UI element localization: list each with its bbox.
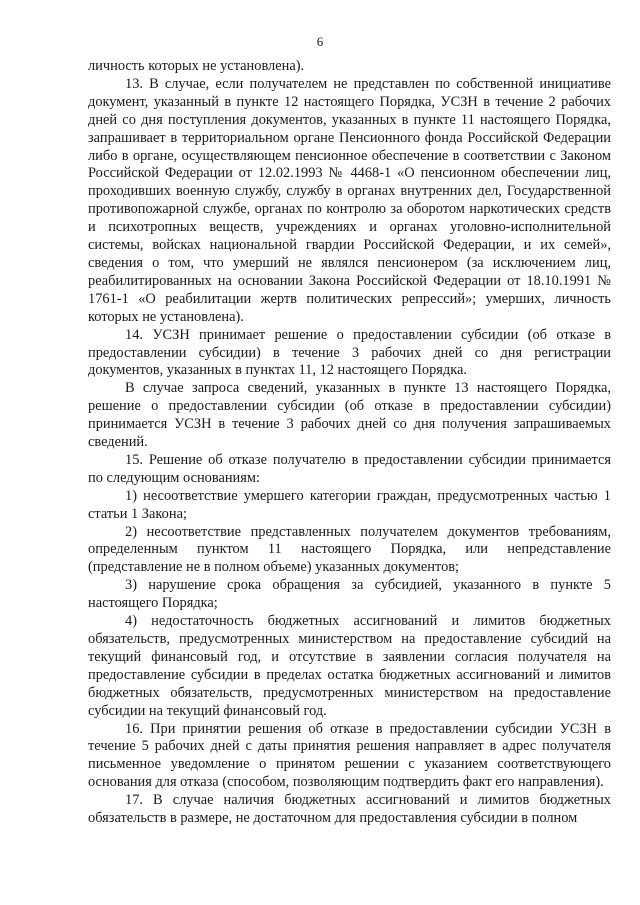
paragraph-item-17: 17. В случае наличия бюджетных ассигнований и лимитов бюджетных обязательств в размере, не достаточном для предоставления субсидии в полном [88, 792, 611, 827]
paragraph-item-14-note: В случае запроса сведений, указанных в пункте 13 настоящего Порядка, решение о предоставлении субсидии (об отказе в предоставлении субсидии) принимается УСЗН в течение 3 рабочих дней со дня получения запрашиваемых сведений. [88, 380, 611, 451]
paragraph-item-15: 15. Решение об отказе получателю в предоставлении субсидии принимается по следующим основаниям: [88, 451, 611, 486]
paragraph-item-16: 16. При принятии решения об отказе в предоставлении субсидии УСЗН в течение 5 рабочих дней с даты принятия решения направляет в адрес получателя письменное уведомление о принятом решении с указанием соответствующего основания для отказа (способом, позволяющим подтвердить факт его направления). [88, 720, 611, 791]
document-body [88, 58, 611, 828]
paragraph-item-15-sub-4: 4) недостаточность бюджетных ассигнований и лимитов бюджетных обязательств, предусмотренных министерством на предоставление субсидий на текущий финансовый год, и отсутствие в заявлении согласия получателя на предоставление субсидии в пределах остатка бюджетных ассигнований и лимитов бюджетных обязательств, предусмотренных министерством на предоставление субсидии на текущий финансовый год. [88, 613, 611, 719]
paragraph-item-15-sub-1: 1) несоответствие умершего категории граждан, предусмотренных частью 1 статьи 1 Закона; [88, 487, 611, 522]
page-number: 6 [316, 34, 324, 49]
paragraph-continuation: личность которых не установлена). [88, 58, 305, 74]
paragraph-item-13: 13. В случае, если получателем не представлен по собственной инициативе документ, указанный в пункте 12 настоящего Порядка, УСЗН в течение 2 рабочих дней со дня поступления документов, указанных в пункте 11 настоящего Порядка, запрашивает в территориальном органе Пенсионного фонда Российской Федерации либо в органе, осуществляющем пенсионное обеспечение в соответствии с Законом Российской Федерации от 12.02.1993 № 4468-1 «О пенсионном обеспечении лиц, проходивших военную службу, службу в органах внутренних дел, Государственной противопожарной службе, органах по контролю за оборотом наркотических средств и психотропных веществ, учреждениях и органах уголовно-исполнительной системы, войсках национальной гвардии Российской Федерации, и их семей», сведения о том, что умерший не являлся пенсионером (за исключением лиц, реабилитированных на основании Закона Российской Федерации от 18.10.1991 № 1761-1 «О реабилитации жертв политических репрессий»; умерших, личность которых не установлена). [88, 75, 611, 325]
paragraph-item-15-sub-3: 3) нарушение срока обращения за субсидией, указанного в пункте 5 настоящего Порядка; [88, 577, 611, 612]
paragraph-item-15-sub-2: 2) несоответствие представленных получателем документов требованиям, определенным пунктом 11 настоящего Порядка, или непредставление (представление не в полном объеме) указанных документов; [88, 523, 611, 576]
paragraph-item-14: 14. УСЗН принимает решение о предоставлении субсидии (об отказе в предоставлении субсидии) в течение 3 рабочих дней со дня регистрации документов, указанных в пунктах 11, 12 настоящего Порядка. [88, 326, 611, 379]
